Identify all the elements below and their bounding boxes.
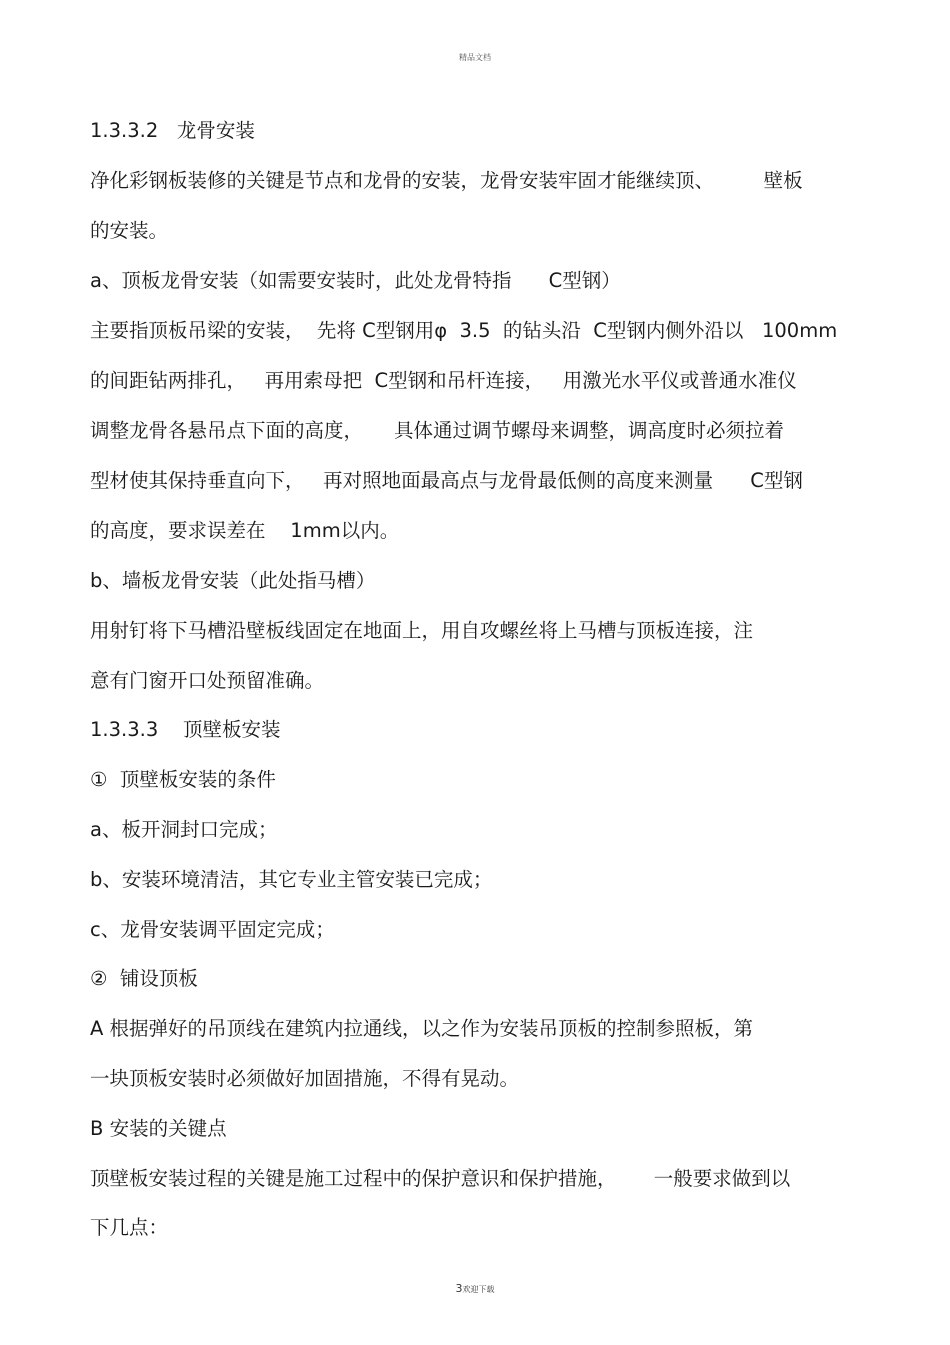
list-item: a、板开洞封口完成；: [90, 818, 278, 841]
page-header: 精品文档: [459, 53, 491, 62]
paragraph-line: 的安装。: [90, 219, 169, 242]
list-item: c、龙骨安装调平固定完成；: [90, 918, 335, 941]
paragraph-line: 用射钉将下马槽沿壁板线固定在地面上，用自攻螺丝将上马槽与顶板连接，注: [90, 619, 754, 642]
page-number: 3: [455, 1282, 463, 1295]
paragraph-line: 下几点：: [90, 1216, 169, 1239]
section-heading-1-3-3-2: 1.3.3.2 龙骨安装: [90, 119, 255, 142]
subsection-heading: ② 铺设顶板: [90, 967, 198, 990]
paragraph-line: 型材使其保持垂直向下， 再对照地面最高点与龙骨最低侧的高度来测量 C型钢: [90, 469, 803, 492]
paragraph-line: 顶壁板安装过程的关键是施工过程中的保护意识和保护措施， 一般要求做到以: [90, 1167, 791, 1190]
list-item-b-heading: b、墙板龙骨安装（此处指马槽）: [90, 569, 376, 592]
list-item-a-heading: a、顶板龙骨安装（如需要安装时，此处龙骨特指 C型钢）: [90, 269, 621, 292]
paragraph-line: 主要指顶板吊梁的安装， 先将 C型钢用φ 3.5 的钻头沿 C型钢内侧外沿以 100mm: [90, 319, 838, 342]
footer-text: 欢迎下载: [462, 1285, 495, 1294]
paragraph-line: 调整龙骨各悬吊点下面的高度， 具体通过调节螺母来调整，调高度时必须拉着: [90, 419, 784, 442]
paragraph-heading: B 安装的关键点: [90, 1117, 227, 1140]
paragraph-line: 的高度，要求误差在 1mm以内。: [90, 519, 400, 542]
page-footer: [0, 1282, 950, 1295]
subsection-heading: ① 顶壁板安装的条件: [90, 768, 276, 791]
paragraph-line: A 根据弹好的吊顶线在建筑内拉通线，以之作为安装吊顶板的控制参照板，第: [90, 1017, 754, 1040]
paragraph-line: 意有门窗开口处预留准确。: [90, 669, 325, 692]
section-heading-1-3-3-3: 1.3.3.3 顶壁板安装: [90, 718, 281, 741]
paragraph-line: 一块顶板安装时必须做好加固措施，不得有晃动。: [90, 1067, 520, 1090]
paragraph-line: 的间距钻两排孔， 再用索母把 C型钢和吊杆连接， 用激光水平仪或普通水准仪: [90, 369, 797, 392]
paragraph-line: 净化彩钢板装修的关键是节点和龙骨的安装，龙骨安装牢固才能继续顶、 壁板: [90, 169, 803, 192]
list-item: b、安装环境清洁，其它专业主管安装已完成；: [90, 868, 493, 891]
